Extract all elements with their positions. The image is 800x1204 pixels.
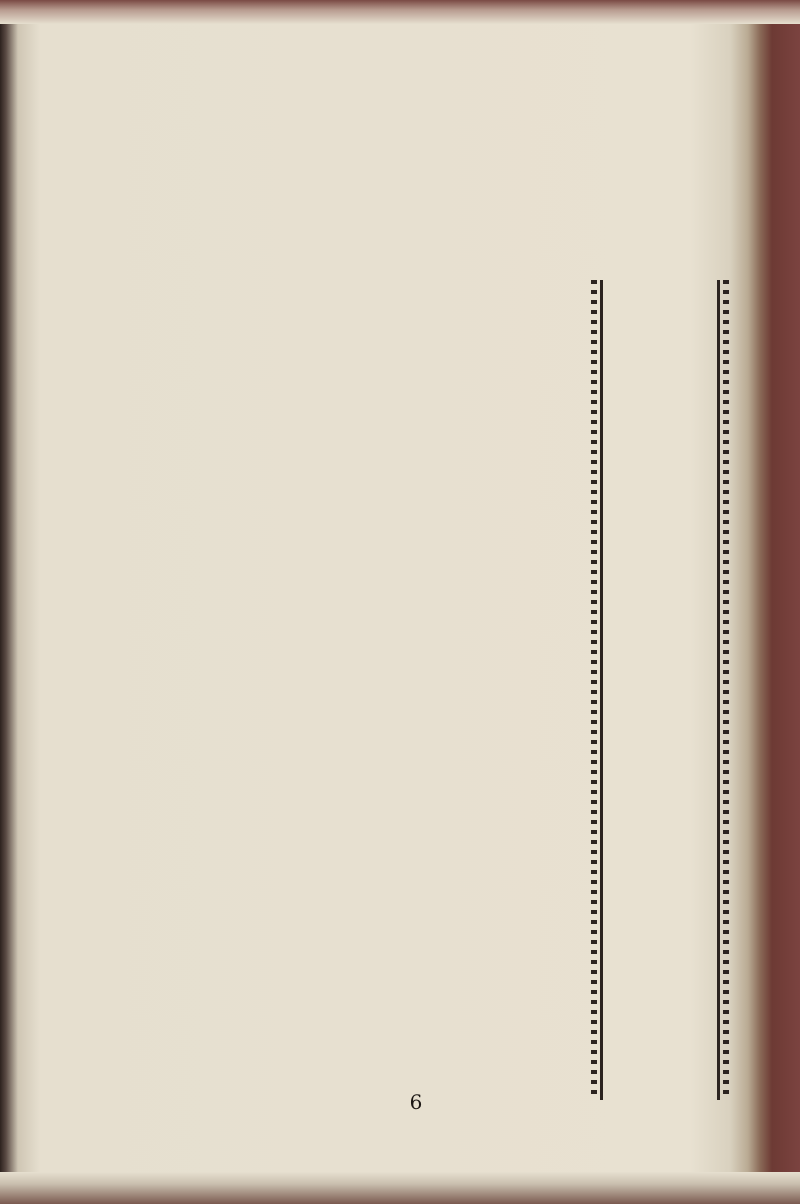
page-title bbox=[603, 280, 717, 1100]
page-top-edge bbox=[0, 0, 800, 24]
page-bottom-edge bbox=[0, 1172, 800, 1204]
page-number: 6 bbox=[409, 1090, 423, 1114]
upper-text-block bbox=[100, 160, 580, 630]
document-page bbox=[40, 40, 740, 1160]
title-frame bbox=[600, 280, 720, 1100]
lower-text-block bbox=[100, 655, 580, 1095]
